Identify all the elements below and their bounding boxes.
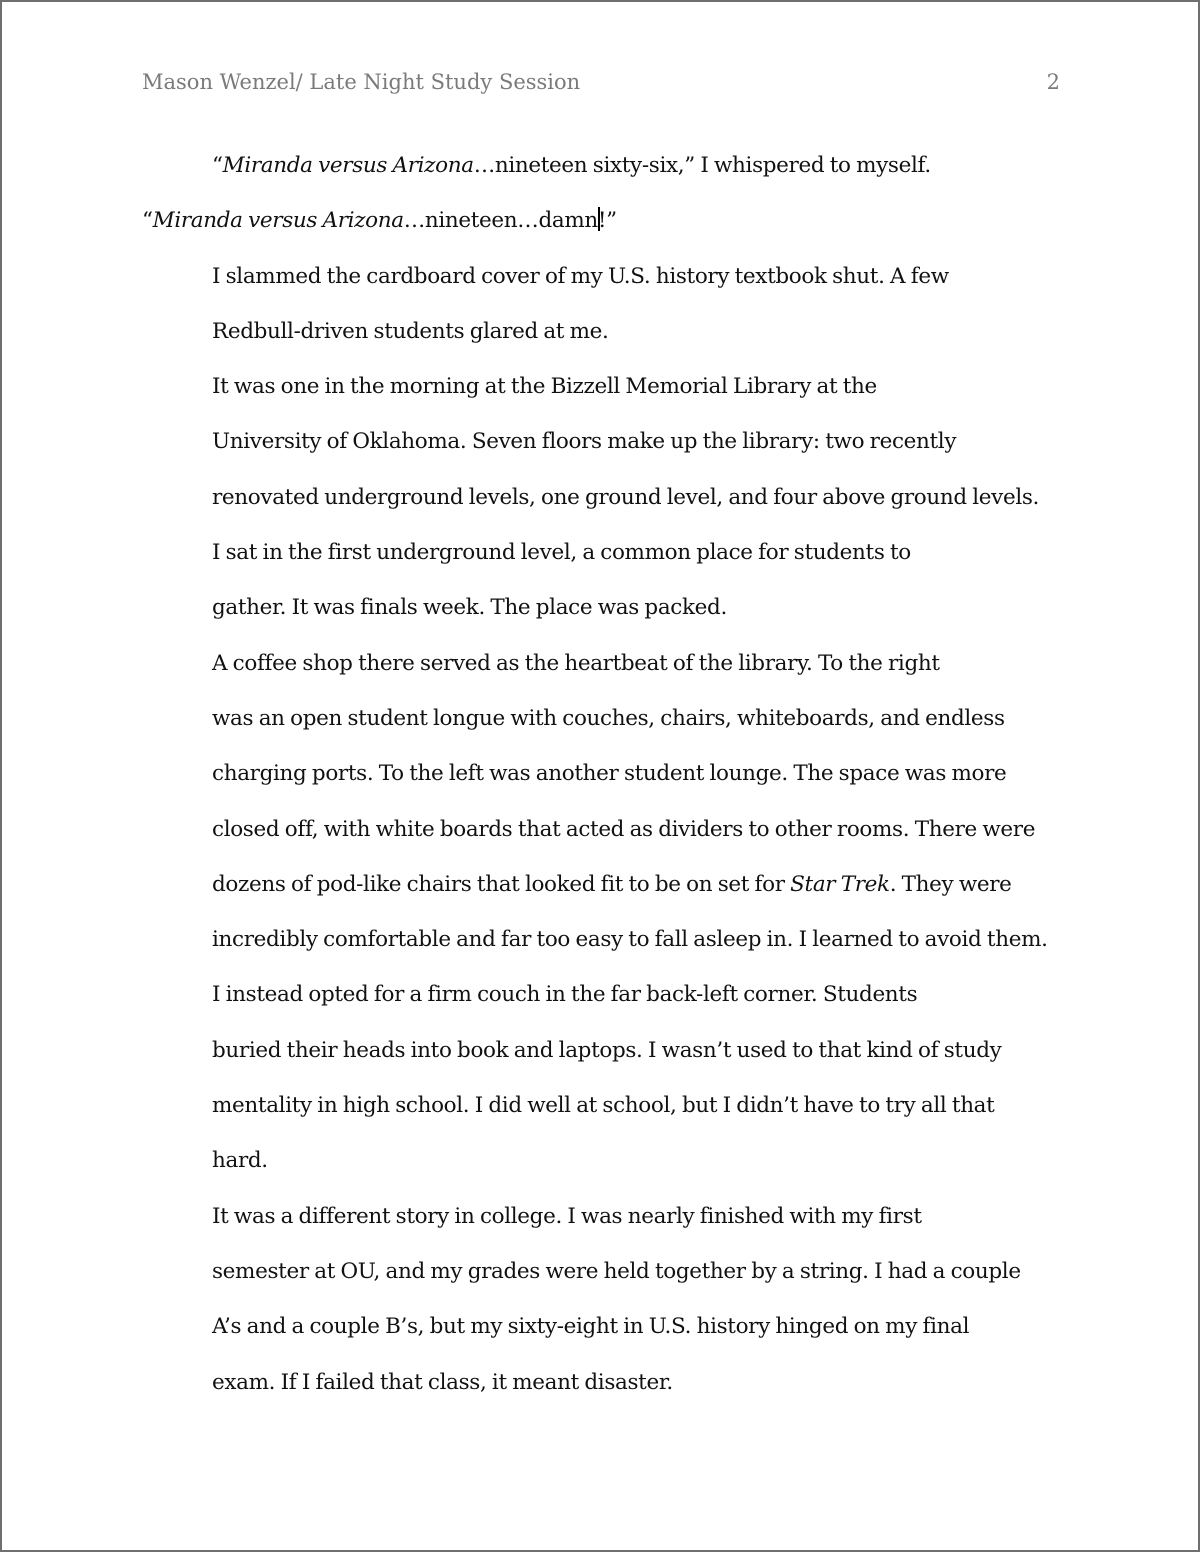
- paragraph: [142, 249, 1064, 360]
- text-line: [142, 912, 1064, 967]
- paragraph: [142, 138, 1064, 193]
- text-line: [142, 138, 1064, 193]
- running-header: [142, 70, 1060, 104]
- text-line: [142, 1023, 1064, 1078]
- paragraph: [142, 1189, 1064, 1410]
- italic-text-run: Star Trek: [790, 871, 890, 897]
- text-run: gather. It was finals week. The place was packed.: [212, 595, 727, 621]
- paragraph: [142, 359, 1064, 525]
- paragraph: [142, 636, 1064, 968]
- text-line: [142, 414, 1064, 469]
- text-run: semester at OU, and my grades were held together by a string. I had a couple: [212, 1258, 1021, 1284]
- text-line: [142, 1299, 1064, 1354]
- text-line: [142, 193, 1064, 248]
- italic-text-run: Miranda versus Arizona: [152, 208, 404, 234]
- text-line: [142, 746, 1064, 801]
- text-line: [142, 470, 1064, 525]
- text-run: It was a different story in college. I was nearly finished with my first: [212, 1203, 922, 1229]
- paragraph: [142, 525, 1064, 636]
- text-line: [142, 1078, 1064, 1133]
- text-run: closed off, with white boards that acted as dividers to other rooms. There were: [212, 816, 1036, 842]
- text-line: [142, 1355, 1064, 1410]
- text-run: …nineteen…damn: [403, 208, 598, 234]
- text-line: [142, 1244, 1064, 1299]
- text-line: [142, 1133, 1064, 1188]
- text-line: [142, 580, 1064, 635]
- text-line: [142, 525, 1064, 580]
- text-run: !”: [597, 208, 617, 234]
- text-run: Redbull-driven students glared at me.: [212, 318, 609, 344]
- text-run: renovated underground levels, one ground level, and four above ground levels.: [212, 484, 1040, 510]
- text-run: …nineteen sixty-six,” I whispered to myself.: [473, 153, 931, 178]
- text-line: [142, 857, 1064, 912]
- text-run: A’s and a couple B’s, but my sixty-eight in U.S. history hinged on my final: [212, 1314, 970, 1340]
- text-line: [142, 1189, 1064, 1244]
- text-run: It was one in the morning at the Bizzell Memorial Library at the: [212, 374, 877, 400]
- text-run: buried their heads into book and laptops. I wasn’t used to that kind of study: [212, 1037, 1002, 1063]
- text-run: “: [212, 153, 223, 178]
- text-line: [142, 636, 1064, 691]
- text-run: University of Oklahoma. Seven floors make up the library: two recently: [212, 429, 957, 455]
- page-number: 2: [1046, 70, 1060, 94]
- text-run: incredibly comfortable and far too easy to fall asleep in. I learned to avoid them.: [212, 927, 1048, 953]
- text-line: [142, 691, 1064, 746]
- text-run: exam. If I failed that class, it meant disaster.: [212, 1369, 673, 1395]
- text-run: A coffee shop there served as the heartbeat of the library. To the right: [212, 650, 940, 676]
- document-body[interactable]: [142, 138, 1064, 1410]
- text-run: I slammed the cardboard cover of my U.S. history textbook shut. A few: [212, 263, 949, 289]
- italic-text-run: Miranda versus Arizona: [222, 153, 474, 178]
- text-line: [142, 967, 1064, 1022]
- text-run: I instead opted for a firm couch in the far back-left corner. Students: [212, 982, 918, 1008]
- text-run: “: [142, 208, 153, 234]
- text-run: I sat in the first underground level, a common place for students to: [212, 540, 911, 566]
- text-run: hard.: [212, 1148, 268, 1174]
- text-line: [142, 359, 1064, 414]
- text-run: charging ports. To the left was another student lounge. The space was more: [212, 761, 1007, 787]
- paragraph: [142, 967, 1064, 1188]
- text-run: was an open student longue with couches, chairs, whiteboards, and endless: [212, 705, 1005, 731]
- header-title: Mason Wenzel/ Late Night Study Session: [142, 70, 581, 94]
- paragraph: [142, 193, 1064, 248]
- text-run: mentality in high school. I did well at school, but I didn’t have to try all that: [212, 1093, 995, 1119]
- text-line: [142, 249, 1064, 304]
- text-line: [142, 304, 1064, 359]
- text-run: . They were: [889, 871, 1012, 897]
- text-line: [142, 802, 1064, 857]
- text-run: dozens of pod-like chairs that looked fit to be on set for: [212, 871, 791, 897]
